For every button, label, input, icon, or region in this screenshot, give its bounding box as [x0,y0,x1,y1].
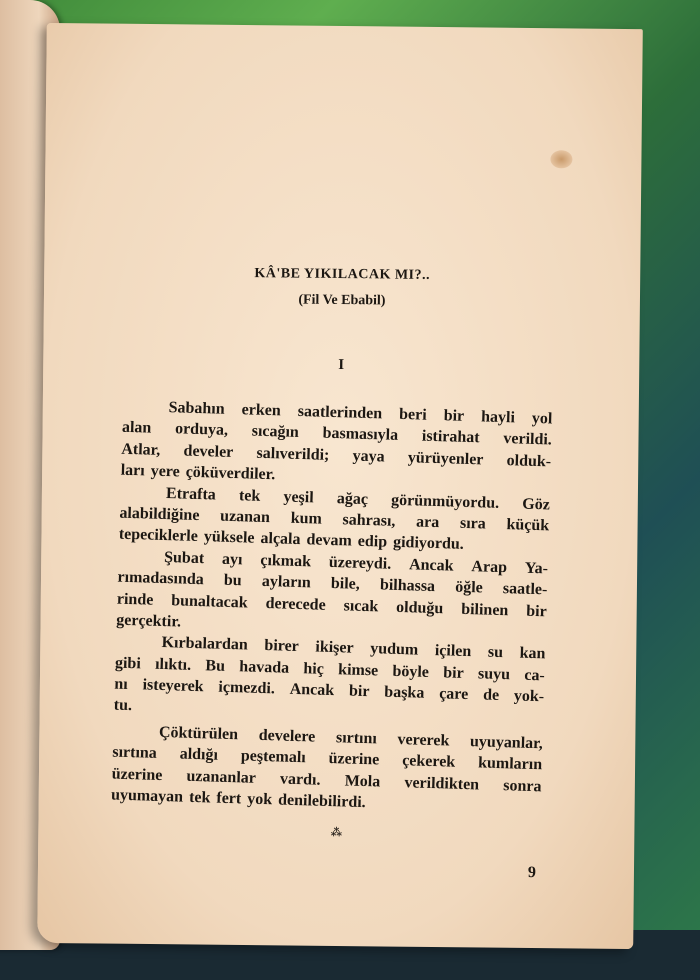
text-line: Kırbalardan birer ikişer yudum içilen su kan [161,634,546,663]
text-line: tu. [113,697,133,715]
chapter-number: I [338,356,345,374]
text-line: gerçektir. [116,611,182,631]
body-text [111,396,553,819]
paragraph [116,545,548,643]
paragraph [113,631,545,729]
text-line: uyumayan tek fert yok denilebilirdi. [110,786,366,812]
chapter-title: KÂ'BE YIKILACAK MI?.. [254,266,431,283]
text-line: Şubat ayı çıkmak üzereydi. Ancak Arap Ya- [163,548,549,578]
text-line: Atlar, develer salıverildi; yaya yürüyenler olduk- [121,440,552,471]
chapter-subtitle: (Fil Ve Ebabil) [298,292,386,309]
text-line: Sabahın erken saatlerinden beri bir hayli yol [168,399,553,428]
text-line: alan orduya, sıcağın basmasıyla istirahat verildi. [121,419,553,449]
section-break-asterism: ⁂ [330,826,343,840]
text-line: rinde bunaltacak derecede sıcak olduğu bilinen bir [116,590,547,620]
paragraph [120,396,552,494]
book-page [37,23,643,949]
text-line: sırtına aldığı peştemalı üzerine çekerek kumların [112,743,543,774]
text-line: tepeciklerle yüksele alçala devam edip gidiyordu. [118,526,465,554]
page-number: 9 [527,863,537,882]
text-line: nı isteyerek içmezdi. Ancak bir başka çare de yok- [114,675,545,706]
page-stain [550,150,572,168]
text-line: üzerine uzananlar vardı. Mola verildikten sonra [111,765,542,795]
text-line: alabildiğine uzanan kum sahrası, ara sıra küçük [119,504,550,535]
paragraph [111,720,543,818]
text-line: Etrafta tek yeşil ağaç görünmüyordu. Göz [165,484,551,513]
text-line: gibi ılıktı. Bu havada hiç kimse böyle bir suyu ca- [114,654,546,685]
text-line: ları yere çöküverdiler. [120,461,276,484]
text-line: Çöktürülen develere sırtını vererek uyuyanlar, [158,723,544,753]
text-line: rımadasında bu ayların bile, bilhassa öğle saatle- [117,568,548,599]
